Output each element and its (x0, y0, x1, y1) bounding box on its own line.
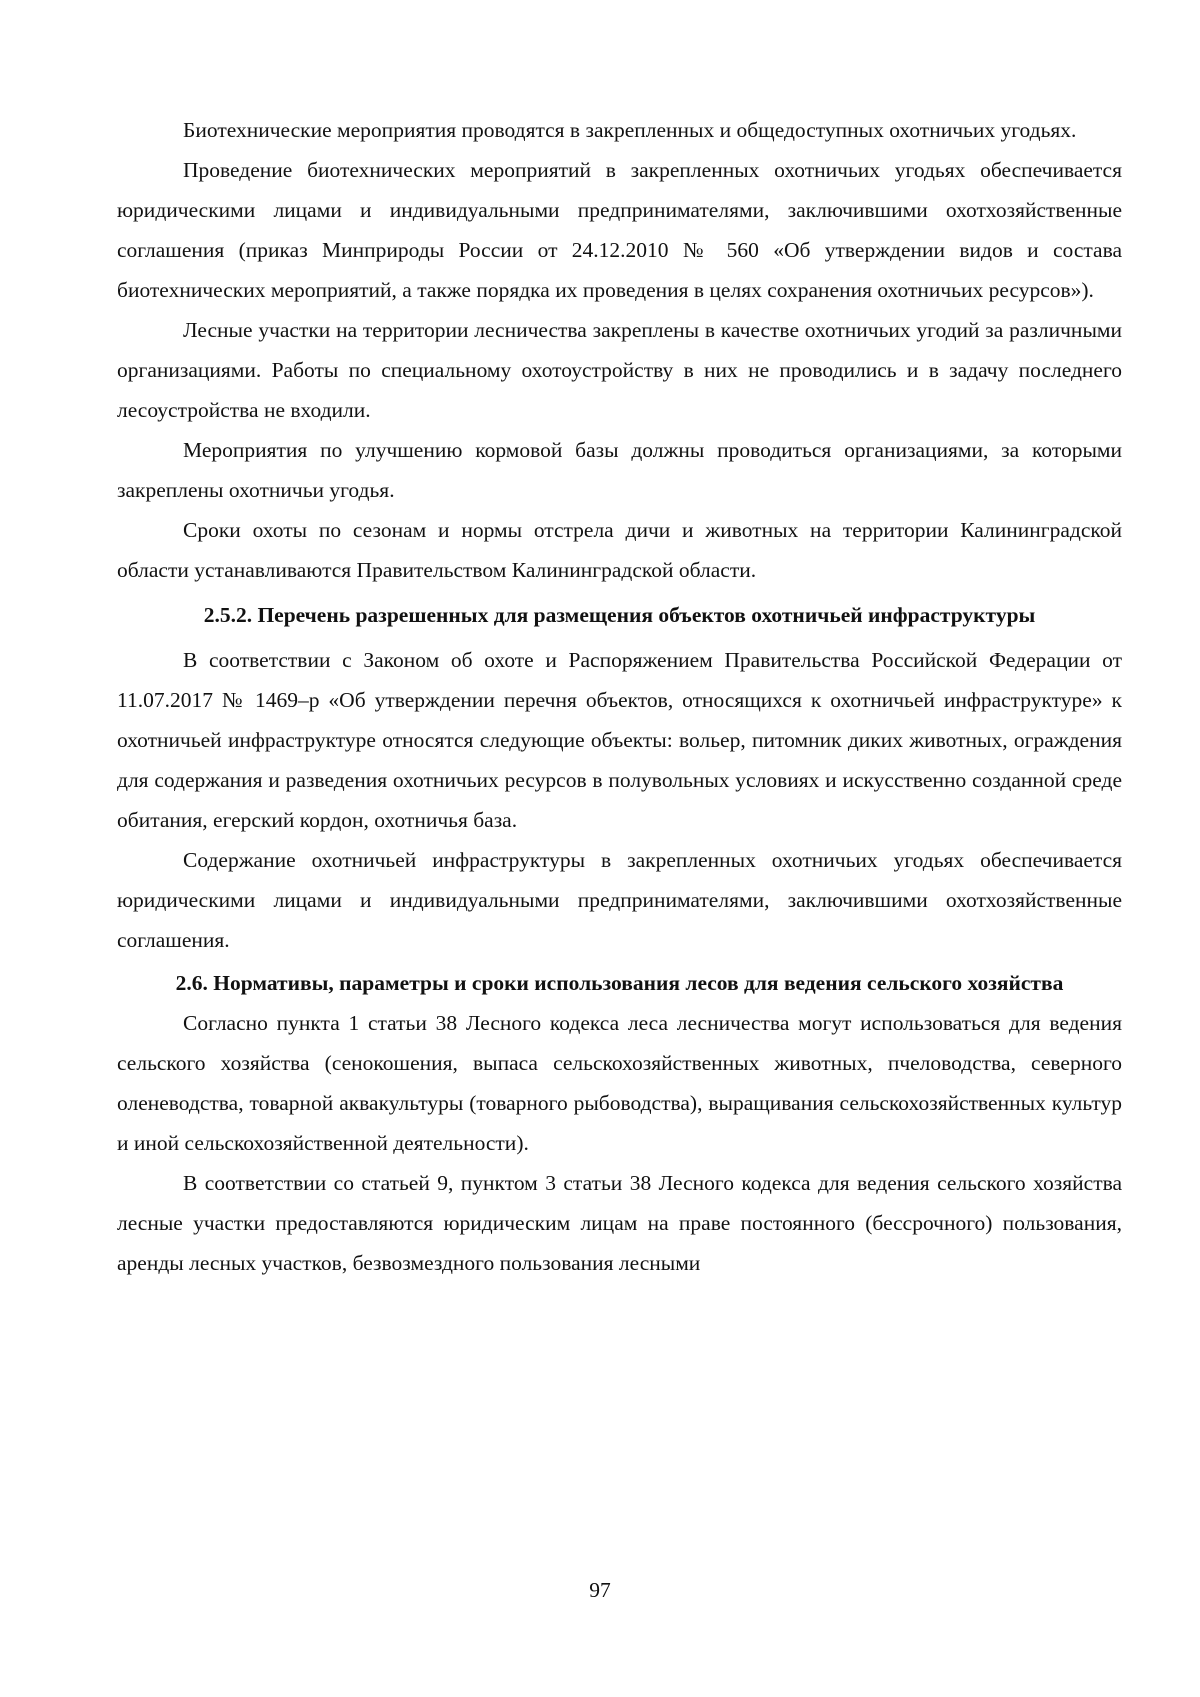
paragraph: Содержание охотничьей инфраструктуры в закрепленных охотничьих угодьях обеспечивается юридическими лицами и индивидуальными предпринимателями, заключившими охотхозяйственные соглашения. (117, 848, 1122, 952)
paragraph: В соответствии с Законом об охоте и Распоряжением Правительства Российской Федерации от 11.07.2017 № 1469–р «Об утверждении перечня объектов, относящихся к охотничьей инфраструктуре» к охотничьей инфраструктуре относятся следующие объекты: вольер, питомник диких животных, ограждения для содержания и разведения охотничьих ресурсов в полувольных условиях и искусственно созданной среде обитания, егерский кордон, охотничья база. (117, 648, 1122, 832)
paragraph: Согласно пункта 1 статьи 38 Лесного кодекса леса лесничества могут использоваться для ведения сельского хозяйства (сенокошения, выпаса сельскохозяйственных животных, пчеловодства, северного оленеводства, товарной аквакультуры (товарного рыбоводства), выращивания сельскохозяйственных культур и иной сельскохозяйственной деятельности). (117, 1011, 1122, 1155)
paragraph: Мероприятия по улучшению кормовой базы должны проводиться организациями, за которыми закреплены охотничьи угодья. (117, 438, 1122, 502)
paragraph: Лесные участки на территории лесничества закреплены в качестве охотничьих угодий за различными организациями. Работы по специальному охотоустройству в них не проводились и в задачу последнего лесоустройства не входили. (117, 318, 1122, 422)
page-number: 97 (589, 1578, 611, 1602)
paragraph: В соответствии со статьей 9, пунктом 3 статьи 38 Лесного кодекса для ведения сельского хозяйства лесные участки предоставляются юридическим лицам на праве постоянного (бессрочного) пользования, аренды лесных участков, безвозмездного пользования лесными (117, 1171, 1122, 1275)
paragraph: Биотехнические мероприятия проводятся в закрепленных и общедоступных охотничьих угодьях. (183, 118, 1077, 142)
paragraph: Сроки охоты по сезонам и нормы отстрела дичи и животных на территории Калининградской области устанавливаются Правительством Калининградской области. (117, 518, 1122, 582)
section-heading-2-6: 2.6. Нормативы, параметры и сроки использования лесов для ведения сельского хозяйства (175, 971, 1064, 995)
section-heading-2-5-2: 2.5.2. Перечень разрешенных для размещения объектов охотничьей инфраструктуры (203, 603, 1036, 627)
page-content (117, 110, 1122, 1283)
paragraph: Проведение биотехнических мероприятий в закрепленных охотничьих угодьях обеспечивается юридическими лицами и индивидуальными предпринимателями, заключившими охотхозяйственные соглашения (приказ Минприроды России от 24.12.2010 № 560 «Об утверждении видов и состава биотехнических мероприятий, а также порядка их проведения в целях сохранения охотничьих ресурсов»). (117, 158, 1122, 302)
